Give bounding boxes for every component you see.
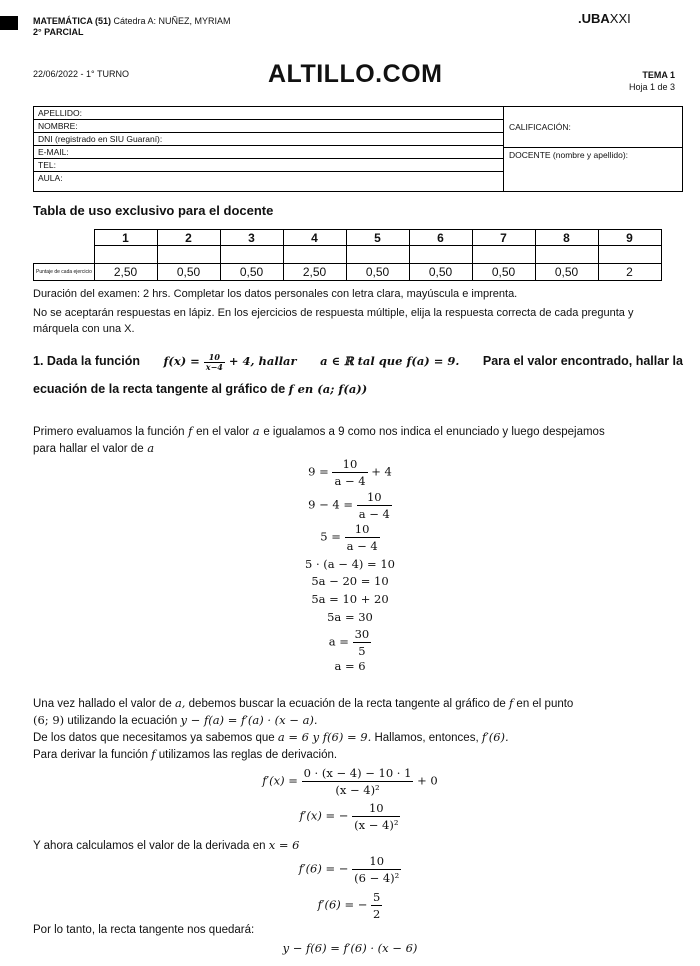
solution-paragraph-3: De los datos que necesitamos ya sabemos que a = 6 y f(6) = 9. Hallamos, entonces, f′(6). [33, 730, 509, 744]
solution-paragraph-4: Para derivar la función f utilizamos las reglas de derivación. [33, 747, 338, 761]
q1-rest: Para el valor encontrado, hallar la [482, 354, 683, 368]
field-email: E-MAIL: [34, 146, 503, 159]
col-5: 5 [346, 230, 409, 246]
grade-cell [472, 246, 535, 264]
derivative-3: f′(6) = − $\frac{10}{\text{(6 − 4)²}}$ [298, 854, 400, 885]
score-row-label: Puntaje de cada ejercicio [34, 264, 95, 281]
step-9: a = 6 [334, 659, 366, 673]
q1-line2-math: f en (a; f(a)) [288, 382, 368, 396]
grade-cell [283, 246, 346, 264]
col-2: 2 [157, 230, 220, 246]
col-3: 3 [220, 230, 283, 246]
col-8: 8 [535, 230, 598, 246]
course-header [33, 16, 231, 38]
solution-paragraph-6: Por lo tanto, la recta tangente nos quedará: [33, 924, 255, 936]
step-1: 9 = $\frac{10}{a - 4}$ + 4 [308, 457, 392, 488]
teacher-table-title: Tabla de uso exclusivo para el docente [33, 203, 274, 218]
col-7: 7 [472, 230, 535, 246]
step-3: 5 = $\frac{10}{a - 4}$ [320, 522, 378, 553]
score-4: 2,50 [283, 264, 346, 281]
step-4: 5 · (a − 4) = 10 [305, 557, 395, 571]
derivative-4: f′(6) = − $\frac{5}{2}$ [317, 890, 381, 921]
grade-cell [535, 246, 598, 264]
grade-cell [409, 246, 472, 264]
exam-date: 22/06/2022 - 1° TURNO [33, 69, 129, 79]
col-9: 9 [598, 230, 661, 246]
uba-logo: .UBAXXI [578, 11, 631, 26]
tema-info [610, 69, 675, 93]
course-chair: Cátedra A: NUÑEZ, MYRIAM [111, 16, 231, 26]
step-6: 5a = 10 + 20 [311, 592, 389, 606]
q1-function: f(x) = $\frac{10}{x-4}$ + 4, hallar [163, 351, 297, 372]
col-6: 6 [409, 230, 472, 246]
grade-cell [598, 246, 661, 264]
q1-condition: a ∈ ℝ tal que f(a) = 9. [320, 354, 460, 368]
course-name: MATEMÁTICA (51) [33, 16, 111, 26]
solution-paragraph-5: Y ahora calculamos el valor de la derivada en x = 6 [33, 838, 300, 852]
score-9: 2 [598, 264, 661, 281]
personal-data-table [33, 106, 683, 192]
field-aula: AULA: [38, 173, 63, 183]
instructions-duration: Duración del examen: 2 hrs. Completar los datos personales con letra clara, mayúscula e imprenta. [33, 288, 518, 300]
score-6: 0,50 [409, 264, 472, 281]
docente-field: DOCENTE (nombre y apellido): [509, 150, 629, 160]
step-8: a = $\frac{30}{5}$ [328, 627, 370, 658]
instructions-pencil: No se aceptarán respuestas en lápiz. En los ejercicios de respuesta múltiple, elija la respuesta correcta de cada pregunta y márquela con una X. [33, 307, 634, 335]
derivative-1: f′(x) = $\frac{0 \cdot (x - 4) - 10 \cdot 1}{\text{(x − 4)²}}$ + 0 [262, 766, 438, 797]
step-2: 9 − 4 = $\frac{10}{a - 4}$ [308, 490, 390, 521]
col-4: 4 [283, 230, 346, 246]
corner-mark [0, 16, 18, 30]
site-watermark: ALTILLO.COM [268, 60, 443, 88]
score-1: 2,50 [94, 264, 157, 281]
score-7: 0,50 [472, 264, 535, 281]
step-7: 5a = 30 [327, 610, 373, 624]
col-1: 1 [94, 230, 157, 246]
calificacion-field: CALIFICACIÓN: [504, 107, 682, 148]
q1-line2: ecuación de la recta tangente al gráfico de [33, 382, 286, 396]
score-2: 0,50 [157, 264, 220, 281]
hoja-label: Hoja 1 de 3 [628, 82, 675, 92]
field-dni: DNI (registrado en SIU Guaraní): [34, 133, 503, 146]
derivative-2: f′(x) = − $\frac{10}{\text{(x − 4)²}}$ [299, 801, 399, 832]
grade-cell [346, 246, 409, 264]
tangent-equation: y − f(6) = f′(6) · (x − 6) [282, 941, 418, 955]
question-1 [33, 347, 683, 403]
exam-name: 2° PARCIAL [33, 27, 84, 37]
score-5: 0,50 [346, 264, 409, 281]
grade-cell [220, 246, 283, 264]
field-nombre: NOMBRE: [34, 120, 503, 133]
score-table [33, 229, 662, 281]
field-tel: TEL: [34, 159, 503, 172]
step-5: 5a − 20 = 10 [311, 574, 389, 588]
score-8: 0,50 [535, 264, 598, 281]
solution-paragraph-2: Una vez hallado el valor de a, debemos buscar la ecuación de la recta tangente al gráfico de f en el punto (6; 9) utilizando la ecuación y − f(a) = f′(a) · (x − a). [33, 696, 574, 727]
score-3: 0,50 [220, 264, 283, 281]
tema-label: TEMA 1 [642, 70, 675, 80]
grade-cell [94, 246, 157, 264]
field-apellido: APELLIDO: [34, 107, 503, 120]
grade-cell [157, 246, 220, 264]
solution-paragraph-1: Primero evaluamos la función f en el valor a e igualamos a 9 como nos indica el enunciado y luego despejamos para hallar el valor de a [33, 424, 605, 455]
q1-prefix: 1. Dada la función [33, 354, 140, 368]
